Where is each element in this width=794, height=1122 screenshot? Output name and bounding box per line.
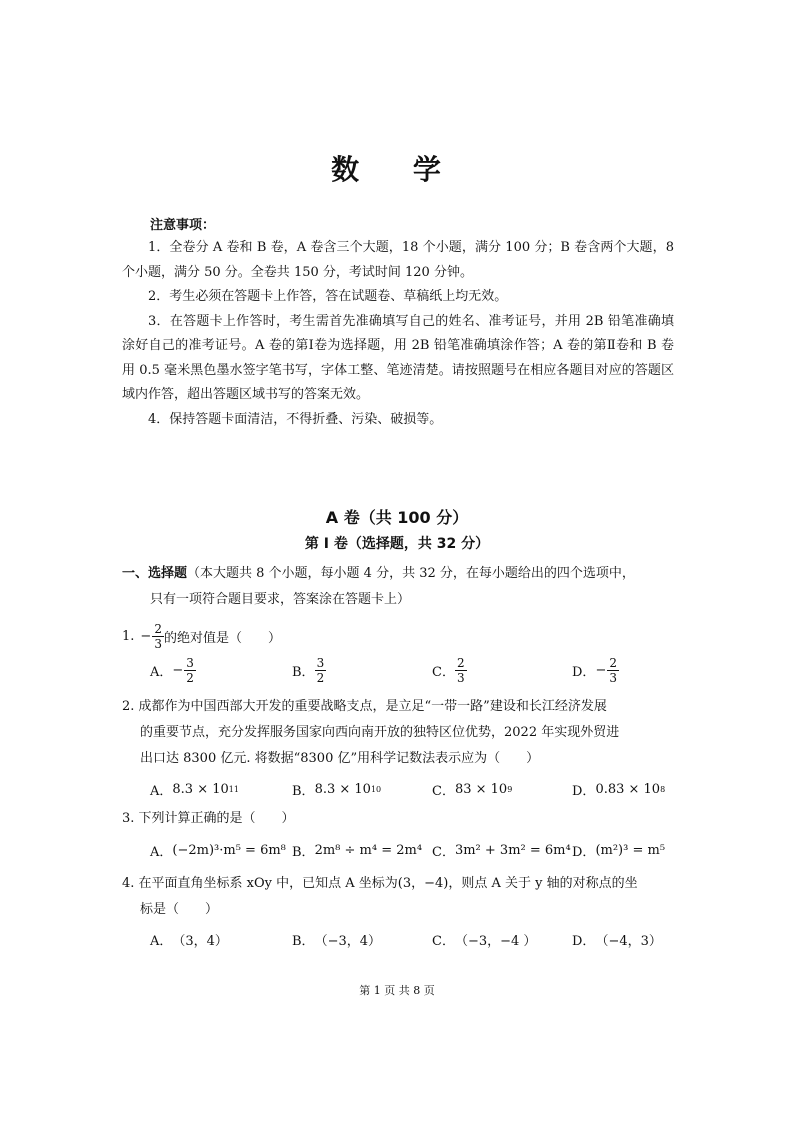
q4-line-2: 标是（ ）	[140, 902, 219, 917]
section-1-heading: 第 Ⅰ 卷（选择题，共 32 分）	[304, 536, 490, 552]
option-label: A．	[150, 784, 173, 799]
q3-option-a	[150, 841, 286, 860]
part1-instr-line2: 只有一项符合题目要求，答案涂在答题卡上）	[150, 592, 411, 607]
q1-option-a	[150, 656, 196, 685]
page-footer: 第 1 页 共 8 页	[359, 984, 435, 997]
q3-option-b	[292, 841, 422, 860]
option-base: 0.83 × 10	[595, 782, 661, 797]
option-sign: −	[595, 663, 607, 678]
option-label: B．	[292, 784, 315, 799]
option-label: D．	[572, 934, 596, 949]
fraction-numerator: 2	[609, 656, 617, 670]
q4-option-a	[150, 930, 228, 949]
option-label: C．	[432, 665, 455, 680]
q2-line-2: 的重要节点，充分发挥服务国家向西向南开放的独特区位优势，2022 年实现外贸进	[140, 725, 620, 740]
q1-fraction	[152, 622, 164, 651]
option-sign: −	[172, 663, 184, 678]
option-fraction	[607, 656, 619, 685]
q3-stem: 3. 下列计算正确的是（ ）	[122, 811, 295, 826]
option-label: C．	[432, 934, 455, 949]
q1-sign: −	[140, 629, 152, 644]
option-exponent: 11	[228, 785, 239, 794]
q2-line-1: 2. 成都作为中国西部大开发的重要战略支点，是立足“一带一路”建设和长江经济发展	[122, 699, 607, 714]
part1-label: 一、选择题	[122, 566, 188, 581]
fraction-denominator: 2	[316, 671, 325, 685]
q3-option-c	[432, 841, 571, 860]
q1-fraction-numerator: 2	[154, 622, 162, 636]
option-label: B．	[292, 665, 315, 680]
q1-number: 1.	[122, 629, 135, 644]
option-text: (−2m)³·m⁵ = 6m⁸	[172, 843, 286, 858]
option-label: C．	[432, 845, 455, 860]
option-exponent: 9	[507, 785, 513, 794]
option-exponent: 8	[660, 785, 666, 794]
note-item-3: 3．在答题卡上作答时，考生需首先准确填写自己的姓名、准考证号，并用 2B 铅笔准确填涂好自己的准考证号。A 卷的第Ⅰ卷为选择题，用 2B 铅笔准确填涂作答；A 卷的第Ⅱ卷和 B 卷用 0.5 毫米黑色墨水签字笔书写，字体工整、笔迹清楚。请按照题号在相应各题目对应的答题区域内作答，超出答题区域书写的答案无效。	[122, 313, 674, 402]
option-label: A．	[150, 845, 173, 860]
q4-option-c	[432, 930, 536, 949]
notes-list	[122, 236, 674, 432]
q1-option-d	[572, 656, 619, 685]
q1-option-c	[432, 656, 467, 685]
note-item-2: 2．考生必须在答题卡上作答，答在试题卷、草稿纸上均无效。	[148, 289, 508, 304]
q2-option-d	[572, 780, 665, 799]
notes-heading: 注意事项：	[150, 218, 216, 233]
option-label: C．	[432, 784, 455, 799]
q3-option-d	[572, 841, 665, 860]
part1-instructions	[122, 561, 635, 587]
q1-stem: 的绝对值是（ ）	[163, 631, 281, 646]
option-text: 3m² + 3m² = 6m⁴	[454, 843, 571, 858]
option-label: B．	[292, 934, 315, 949]
note-item-4: 4．保持答题卡面清洁，不得折叠、污染、破损等。	[148, 411, 443, 427]
option-fraction	[184, 656, 196, 685]
option-label: B．	[292, 845, 315, 860]
option-base: 8.3 × 10	[172, 782, 229, 797]
option-fraction	[455, 656, 467, 685]
section-a-heading: A 卷（共 100 分）	[325, 508, 469, 527]
option-text: （−4，3）	[595, 934, 662, 949]
option-text: （3，4）	[172, 934, 228, 949]
part1-instr-line1: （本大题共 8 个小题，每小题 4 分，共 32 分，在每小题给出的四个选项中，	[187, 566, 635, 581]
option-text: (m²)³ = m⁵	[595, 843, 666, 858]
q2-option-b	[292, 780, 381, 799]
q2-option-c	[432, 780, 512, 799]
fraction-denominator: 2	[186, 671, 194, 685]
page-title: 数 学	[331, 153, 463, 186]
option-base: 83 × 10	[454, 782, 508, 797]
question-1	[122, 622, 281, 651]
fraction-numerator: 3	[186, 656, 194, 670]
option-label: D．	[572, 845, 596, 860]
fraction-denominator: 3	[609, 671, 617, 685]
q2-option-a	[150, 780, 239, 799]
fraction-numerator: 3	[316, 656, 325, 670]
option-label: D．	[572, 665, 596, 680]
option-text: 2m⁸ ÷ m⁴ = 2m⁴	[314, 843, 423, 858]
option-base: 8.3 × 10	[314, 782, 371, 797]
option-text: （−3，−4 ）	[454, 934, 537, 949]
q1-option-b	[292, 656, 326, 685]
note-item-1: 1．全卷分 A 卷和 B 卷，A 卷含三个大题，18 个小题，满分 100 分；B 卷含两个大题，8 个小题，满分 50 分。全卷共 150 分，考试时间 120 分钟。	[122, 240, 674, 280]
q4-option-d	[572, 930, 662, 949]
q1-fraction-denominator: 3	[154, 637, 162, 651]
option-fraction	[315, 656, 327, 685]
fraction-denominator: 3	[456, 671, 465, 685]
option-label: D．	[572, 784, 596, 799]
q4-option-b	[292, 930, 381, 949]
option-label: A．	[150, 665, 173, 680]
q4-line-1: 4. 在平面直角坐标系 xOy 中，已知点 A 坐标为(3，−4)，则点 A 关于 y 轴的对称点的坐	[122, 876, 638, 891]
q2-line-3: 出口达 8300 亿元. 将数据“8300 亿”用科学记数法表示应为（ ）	[140, 751, 540, 766]
option-text: （−3，4）	[314, 934, 381, 949]
fraction-numerator: 2	[456, 656, 465, 670]
option-label: A．	[150, 934, 173, 949]
option-exponent: 10	[370, 785, 382, 794]
